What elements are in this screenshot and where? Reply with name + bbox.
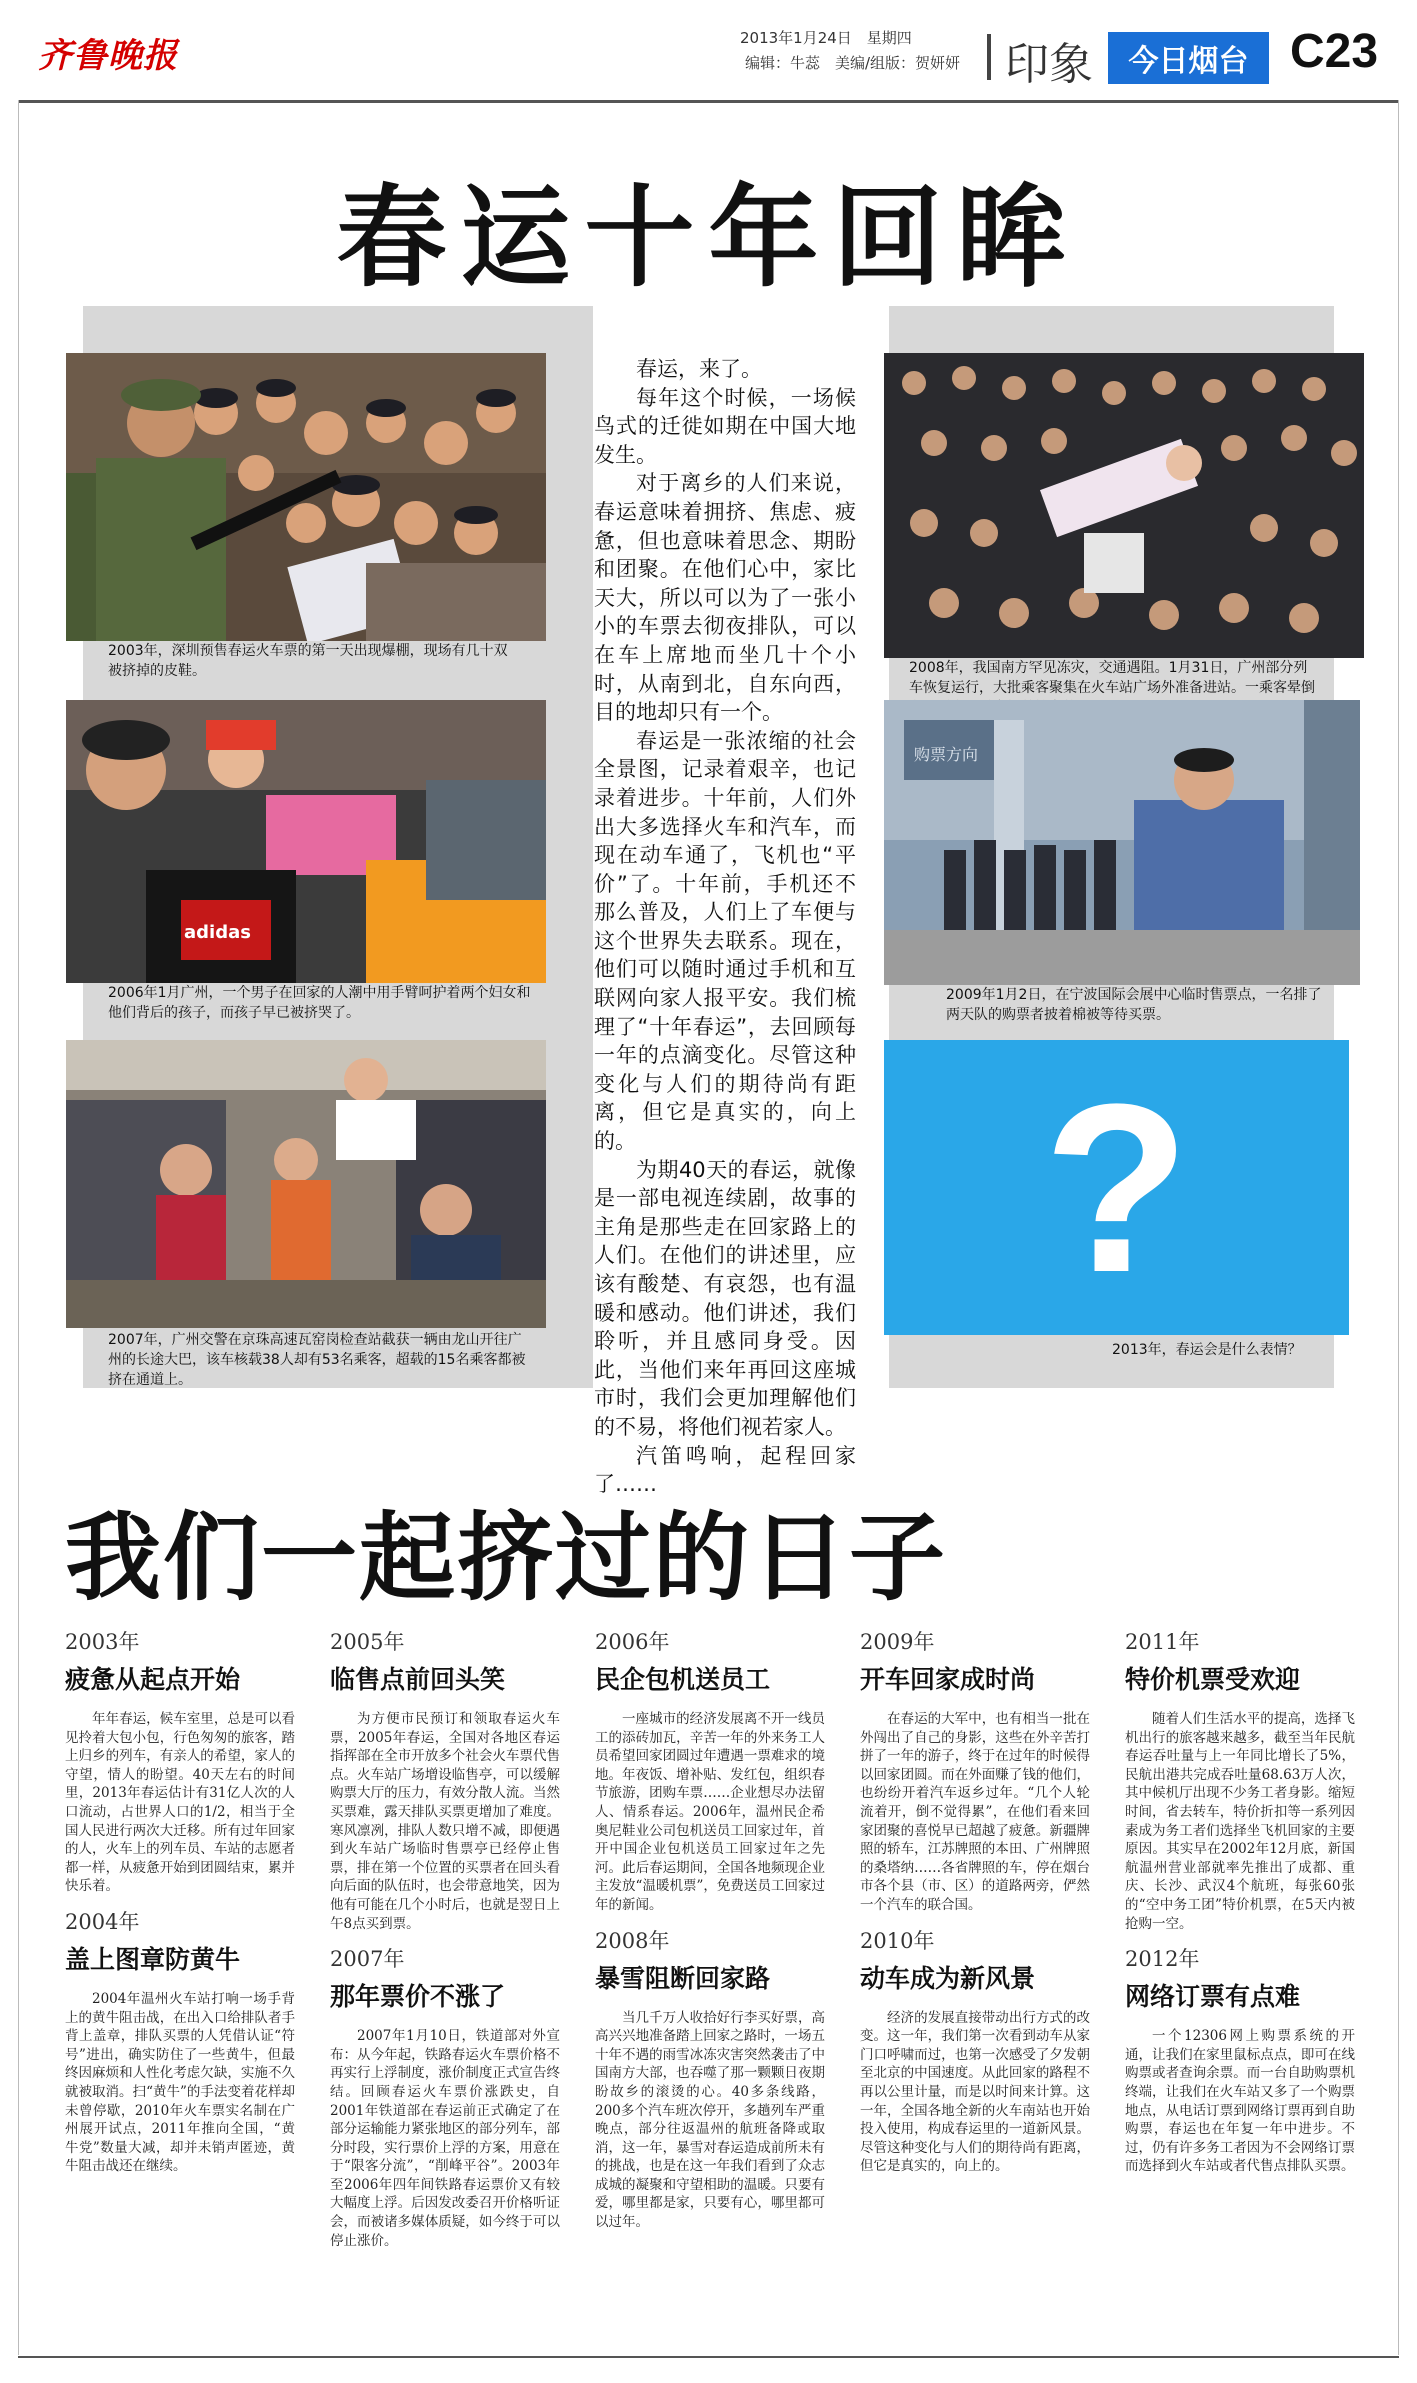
entry-headline: 暴雪阻断回家路 (595, 1963, 771, 1993)
entry-body: 经济的发展直接带动出行方式的改变。这一年，我们第一次看到动车从家门口呼啸而过，也第一次感受了夕发朝至北京的中国速度。从此回家的路程不再以公里计量，而是以时间来计算。这一年，全国各地全新的火车南站也开始投入使用，构成春运里的一道新风景。尽管这种变化与人们的期待尚有距离，但它是真实的，向上的。 (860, 2009, 1090, 2175)
timeline-column (595, 1620, 825, 2232)
intro-paragraph: 对于离乡的人们来说，春运意味着拥挤、焦虑、疲惫，但也意味着思念、期盼和团聚。在他们心中，家比天大，所以可以为了一张小小的车票去彻夜排队，可以在车上席地而坐几十个小时，从南到北，自东向西，目的地却只有一个。 (594, 471, 856, 725)
entry-year: 2010年 (860, 1928, 935, 1953)
entry-body: 2004年温州火车站打响一场手背上的黄牛阻击战，在出入口给排队者手背上盖章，排队买票的人凭借认证“符号”进出，确实防住了一些黄牛，但最终因麻烦和人性化考虑欠缺，实施不久就被取消。扫“黄牛”的手法变着花样却未曾停歇，2010年火车票实名制在广州展开试点，2011年推向全国，“黄牛党”数量大减，却并未销声匿迹，黄牛阻击战还在继续。 (65, 1990, 295, 2175)
entry-body: 一个12306网上购票系统的开通，让我们在家里鼠标点点，即可在线购票或者查询余票。而一台自助购票机终端，让我们在火车站又多了一个购票地点，从电话订票到网络订票再到自助购票，春运也在年复一年中进步。不过，仍有许多务工者因为不会网络订票而选择到火车站或者代售点排队买票。 (1125, 2028, 1355, 2175)
entry-body: 随着人们生活水平的提高，选择飞机出行的旅客越来越多，截至当年民航春运吞吐量与上一年同比增长了5%，民航出港共完成吞吐量68.63万人次，其中候机厅出现不少务工者身影。缩短时间，省去转车，特价折扣等一系列因素成为务工者们选择坐飞机回家的主要原因。其实早在2002年12月底，新国航温州营业部就率先推出了成都、重庆、长沙、武汉4个航班，每张60张的“空中务工团”特价机票，在5天内被抢购一空。 (1125, 1711, 1355, 1932)
entry-year: 2007年 (330, 1947, 405, 1972)
photo-2003 (66, 353, 546, 641)
entry-body: 年年春运，候车室里，总是可以看见拎着大包小包，行色匆匆的旅客，踏上归乡的列车，有亲人的希望，家人的守望，情人的盼望。40天左右的时间里，2013年春运估计有31亿人次的人口流动，占世界人口的1/2，相当于全国人民进行两次大迁移。所有过年回家的人，火车上的列车员、车站的志愿者都一样，从疲惫开始到团圆结束，累并快乐着。 (65, 1711, 295, 1895)
entry-year: 2003年 (65, 1630, 140, 1654)
bag-label: adidas (184, 922, 251, 943)
left-rule (18, 100, 19, 2355)
photo-caption-2008: 2008年，我国南方罕见冻灾，交通遇阻。1月31日，广州部分列车恢复运行，大批乘客聚集在火车站广场外准备进站。一乘客晕倒 (909, 660, 1315, 696)
intro-paragraph: 春运，来了。 (636, 357, 762, 381)
photo-caption-2006: 2006年1月广州，一个男子在回家的人潮中用手臂呵护着两个妇女和他们背后的孩子，而孩子早已被挤哭了。 (108, 985, 531, 1021)
photo-2008 (884, 353, 1364, 658)
entry-body: 在春运的大军中，也有相当一批在外闯出了自己的身影，这些在外辛苦打拼了一年的游子，终于在过年的时候得以回家团圆。而在外面赚了钱的他们，也纷纷开着汽车返乡过年。“几个人轮流着开，倒不觉得累”，在他们看来回家团聚的喜悦早已超越了疲惫。新疆牌照的轿车，江苏牌照的本田、广州牌照的桑塔纳……各省牌照的车，停在烟台市各个县（市、区）的道路两旁，俨然一个汽车的联合国。 (860, 1711, 1090, 1913)
entry-body: 2007年1月10日，铁道部对外宣布：从今年起，铁路春运火车票价格不再实行上浮制度，涨价制度正式宣告终结。回顾春运火车票价涨跌史，自2001年铁道部在春运前正式确定了在部分运输能力紧张地区的部分列车，部分时段，实行票价上浮的方案，用意在于“限客分流”，“削峰平谷”。2003年至2006年四年间铁路春运票价又有较大幅度上浮。后因发改委召开价格听证会，而被诸多媒体质疑，如今终于可以停止涨价。 (330, 2028, 560, 2249)
page-title: 春运十年回眸 (336, 174, 1081, 302)
entry-headline: 那年票价不涨了 (330, 1982, 506, 2012)
issue-date: 2013年1月24日 星期四 (740, 29, 912, 47)
header-divider (987, 34, 991, 80)
right-rule (1398, 100, 1399, 2355)
photo-caption-2009: 2009年1月2日，在宁波国际会展中心临时售票点，一名排了两天队的购票者披着棉被等待买票。 (946, 987, 1322, 1023)
entry-year: 2008年 (595, 1928, 670, 1953)
entry-headline: 临售点前回头笑 (330, 1665, 506, 1694)
photo-2006 (66, 700, 546, 983)
entry-headline: 动车成为新风景 (860, 1963, 1036, 1993)
entry-year: 2009年 (860, 1630, 935, 1654)
masthead-logo: 齐鲁晚报 (38, 36, 178, 76)
entry-year: 2011年 (1125, 1630, 1200, 1654)
intro-paragraph: 为期40天的春运，就像是一部电视连续剧，故事的主角是那些走在回家路上的人们。在他们的讲述里，应该有酸楚、有哀怨，也有温暖和感动。他们讲述，我们聆听，并且感同身受。因此，当他们来年再回这座城市时，我们会更加理解他们的不易，将他们视若家人。 (594, 1157, 856, 1439)
intro-paragraph: 汽笛鸣响，起程回家了…… (594, 1443, 856, 1497)
photo-2009 (884, 700, 1360, 985)
photo-2007 (66, 1040, 546, 1328)
section-name: 印象 (1005, 39, 1093, 90)
editor-credit: 编辑：牛蕊 美编/组版：贺妍妍 (745, 54, 961, 72)
entry-body: 当几千万人收拾好行李买好票，高高兴兴地准备踏上回家之路时，一场五十年不遇的雨雪冰冻灾害突然袭击了中国南方大部，也吞噬了那一颗颗日夜期盼故乡的滚烫的心。40多条线路，200多个汽车班次停开，多趟列车严重晚点，部分往返温州的航班备降或取消，这一年，暴雪对春运造成前所未有的挑战，也是在这一年我们看到了众志成城的凝聚和守望相助的温暖。只要有爱，哪里都是家，只要有心，哪里都可以过年。 (595, 2009, 825, 2231)
page-number: C23 (1290, 25, 1379, 78)
question-mark: ? (1043, 1053, 1190, 1322)
entry-body: 为方便市民预订和领取春运火车票，2005年春运，全国对各地区春运指挥部在全市开放多个社会火车票代售点。火车站广场增设临售亭，可以缓解购票大厅的压力，有效分散人流。当然买票难，露天排队买票更增加了难度。寒风凛冽，排队人数只增不减，即便遇到火车站广场临时售票亭已经停止售票，排在第一个位置的买票者在回头看向后面的队伍时，也会带意地笑，因为他有可能在几个小时后，也就是翌日上午8点买到票。 (330, 1711, 560, 1932)
entry-year: 2012年 (1125, 1947, 1200, 1972)
entry-year: 2006年 (595, 1630, 670, 1654)
entry-headline: 开车回家成时尚 (860, 1665, 1036, 1694)
section-title: 我们一起挤过的日子 (65, 1502, 947, 1614)
entry-headline: 疲惫从起点开始 (65, 1665, 241, 1694)
photo-caption-2007: 2007年，广州交警在京珠高速瓦窑岗检查站截获一辆由龙山开往广州的长途大巴，该车核载38人却有53名乘客，超载的15名乘客都被挤在通道上。 (108, 1332, 526, 1388)
top-rule (18, 100, 1399, 103)
photo-caption-2003: 2003年，深圳预售春运火车票的第一天出现爆棚，现场有几十双被挤掉的皮鞋。 (108, 643, 508, 679)
intro-paragraph: 每年这个时候，一场候鸟式的迁徙如期在中国大地发生。 (594, 385, 856, 467)
intro-paragraph: 春运是一张浓缩的社会全景图，记录着艰辛，也记录着进步。十年前，人们外出大多选择火车和汽车，而现在动车通了，飞机也“平价”了。十年前，手机还不那么普及，人们上了车便与这个世界失去联系。现在，他们可以随时通过手机和互联网向家人报平安。我们梳理了“十年春运”，去回顾每一年的点滴变化。尽管这种变化与人们的期待尚有距离，但它是真实的，向上的。 (594, 728, 856, 1154)
sign-text: 购票方向 (914, 745, 979, 764)
timeline-column (860, 1620, 1090, 2176)
timeline-column (65, 1620, 295, 2176)
section-tab: 今日烟台 (1108, 32, 1269, 84)
timeline-column (1125, 1620, 1355, 2176)
entry-year: 2004年 (65, 1909, 140, 1934)
entry-headline: 民企包机送员工 (595, 1665, 771, 1694)
intro-article (594, 355, 856, 1499)
entry-headline: 网络订票有点难 (1125, 1982, 1301, 2012)
bottom-rule (18, 2356, 1399, 2358)
entry-body: 一座城市的经济发展离不开一线员工的添砖加瓦，辛苦一年的外来务工人员希望回家团圆过年遭遇一票难求的境地。年夜饭、增补贴、发红包，组织春节旅游，团购车票……企业想尽办法留人、情系春运。2006年，温州民企希奥尼鞋业公司包机送员工回家过年，首开中国企业包机送员工回家过年之先河。此后春运期间，全国各地频现企业主发放“温暖机票”，免费送员工回家过年的新闻。 (595, 1711, 825, 1913)
entry-headline: 特价机票受欢迎 (1125, 1665, 1301, 1694)
entry-headline: 盖上图章防黄牛 (65, 1944, 241, 1974)
timeline-column (330, 1620, 560, 2250)
entry-year: 2005年 (330, 1630, 405, 1654)
photo-caption-2013: 2013年，春运会是什么表情？ (1112, 1342, 1302, 1358)
photo-2013-question (884, 1040, 1349, 1335)
